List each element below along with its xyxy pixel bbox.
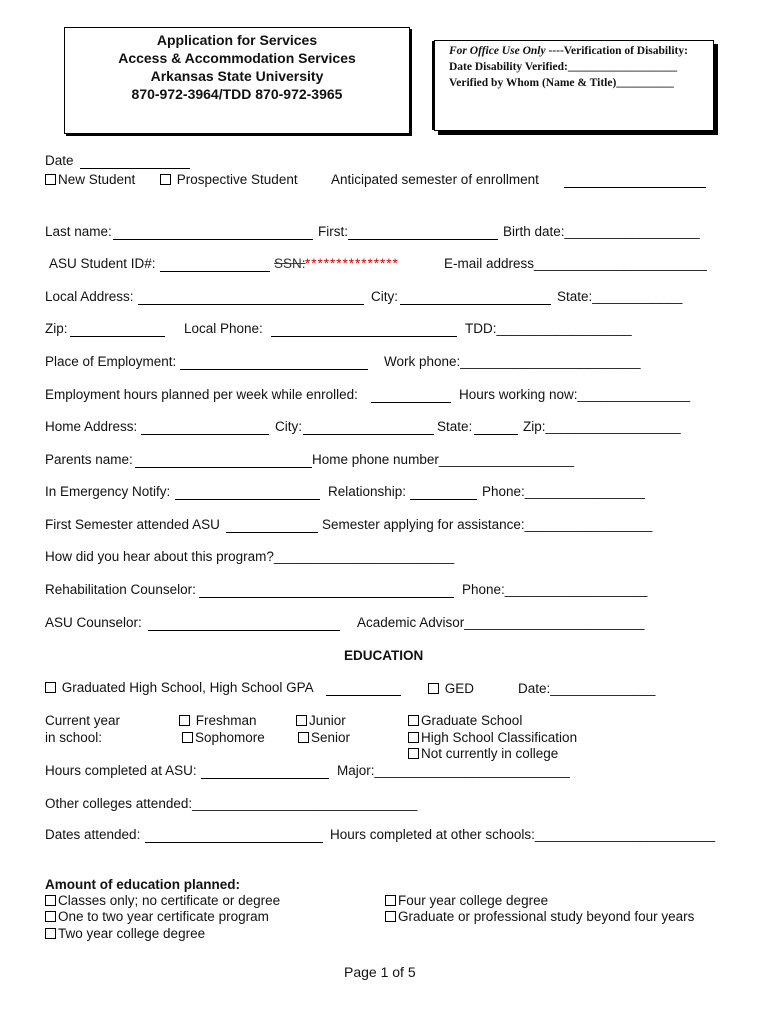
home-phone-label[interactable]: Home phone number__________________ xyxy=(312,452,574,467)
page-number: Page 1 of 5 xyxy=(344,964,416,980)
rehab-phone-label[interactable]: Phone:___________________ xyxy=(462,582,648,597)
hours-asu-field[interactable] xyxy=(201,778,329,779)
dates-attended-field[interactable] xyxy=(145,842,323,843)
new-student-checkbox[interactable] xyxy=(45,174,56,185)
employment-hours-label: Employment hours planned per week while enrolled: xyxy=(45,387,358,402)
freshman-option[interactable]: Freshman xyxy=(179,713,257,728)
home-address-field[interactable] xyxy=(141,434,269,435)
four-year-option[interactable]: Four year college degree xyxy=(385,893,548,908)
emergency-field[interactable] xyxy=(175,499,320,500)
hours-asu-label: Hours completed at ASU: xyxy=(45,763,197,778)
asu-counselor-label: ASU Counselor: xyxy=(45,615,142,630)
state-label[interactable]: State:____________ xyxy=(557,289,683,304)
ged-option[interactable]: GED xyxy=(428,681,474,696)
header-title: Application for Services xyxy=(156,32,318,48)
first-name-label: First: xyxy=(318,224,348,239)
major-label[interactable]: Major:__________________________ xyxy=(337,763,570,778)
prospective-student-option[interactable]: Prospective Student xyxy=(160,172,298,187)
date-label: Date xyxy=(45,153,74,168)
relationship-field[interactable] xyxy=(410,499,477,500)
sophomore-option[interactable]: Sophomore xyxy=(182,730,265,745)
senior-checkbox[interactable] xyxy=(298,732,309,743)
zip-field[interactable] xyxy=(70,336,165,337)
parents-name-field[interactable] xyxy=(135,467,312,468)
graduate-school-checkbox[interactable] xyxy=(408,715,419,726)
student-id-field[interactable] xyxy=(160,271,270,272)
rehab-counselor-field[interactable] xyxy=(199,597,454,598)
freshman-checkbox[interactable] xyxy=(179,715,190,726)
junior-option[interactable]: Junior xyxy=(296,713,346,728)
ssn-label: SSN: xyxy=(274,256,306,271)
ged-checkbox[interactable] xyxy=(428,683,439,694)
classes-only-checkbox[interactable] xyxy=(45,895,56,906)
office-use-box xyxy=(434,40,714,131)
birth-date-label[interactable]: Birth date:__________________ xyxy=(503,224,700,239)
prospective-student-checkbox[interactable] xyxy=(160,174,171,185)
graduate-study-checkbox[interactable] xyxy=(385,911,396,922)
one-two-year-checkbox[interactable] xyxy=(45,911,56,922)
office-use-title: For Office Use Only ----Verification of Disability: xyxy=(449,45,688,57)
ssn-mask[interactable]: *************** xyxy=(305,256,399,271)
home-city-field[interactable] xyxy=(303,434,434,435)
four-year-checkbox[interactable] xyxy=(385,895,396,906)
hs-classification-checkbox[interactable] xyxy=(408,732,419,743)
new-student-option[interactable]: New Student xyxy=(45,172,135,187)
anticipated-semester-label: Anticipated semester of enrollment xyxy=(331,172,539,187)
employment-hours-field[interactable] xyxy=(371,402,451,403)
hs-classification-option[interactable]: High School Classification xyxy=(408,730,577,745)
not-in-college-checkbox[interactable] xyxy=(408,748,419,759)
classes-only-option[interactable]: Classes only; no certificate or degree xyxy=(45,893,280,908)
first-semester-field[interactable] xyxy=(226,532,318,533)
semester-applying-label[interactable]: Semester applying for assistance:_________________ xyxy=(322,517,653,532)
city-label: City: xyxy=(371,289,398,304)
hours-other-label[interactable]: Hours completed at other schools:________________________ xyxy=(330,827,716,842)
two-year-option[interactable]: Two year college degree xyxy=(45,926,205,941)
home-city-label: City: xyxy=(275,419,302,434)
graduated-hs-option[interactable]: Graduated High School, High School GPA xyxy=(45,680,314,695)
header-phone: 870-972-3964/TDD 870-972-3965 xyxy=(131,86,343,102)
not-in-college-option[interactable]: Not currently in college xyxy=(408,746,558,761)
two-year-checkbox[interactable] xyxy=(45,928,56,939)
header-department: Access & Accommodation Services xyxy=(118,50,356,66)
gpa-field[interactable] xyxy=(326,695,401,696)
other-colleges-label[interactable]: Other colleges attended:______________________________ xyxy=(45,796,418,811)
graduated-hs-checkbox[interactable] xyxy=(45,682,56,693)
office-date-verified: Date Disability Verified:___________________ xyxy=(449,61,678,73)
rehab-counselor-label: Rehabilitation Counselor: xyxy=(45,582,196,597)
city-field[interactable] xyxy=(400,304,551,305)
hours-working-label[interactable]: Hours working now:_______________ xyxy=(459,387,691,402)
senior-option[interactable]: Senior xyxy=(298,730,350,745)
local-phone-label: Local Phone: xyxy=(184,321,263,336)
asu-counselor-field[interactable] xyxy=(148,630,340,631)
dates-attended-label: Dates attended: xyxy=(45,827,141,842)
emergency-phone-label[interactable]: Phone:________________ xyxy=(482,484,645,499)
anticipated-semester-field[interactable] xyxy=(564,187,706,188)
last-name-field[interactable] xyxy=(113,239,313,240)
planned-title: Amount of education planned: xyxy=(45,877,240,892)
home-zip-label[interactable]: Zip:__________________ xyxy=(523,419,681,434)
home-state-label: State: xyxy=(437,419,473,434)
first-semester-label: First Semester attended ASU xyxy=(45,517,220,532)
home-state-field[interactable] xyxy=(474,434,518,435)
place-employment-field[interactable] xyxy=(180,369,368,370)
current-year-label-2: in school: xyxy=(45,730,103,745)
home-address-label: Home Address: xyxy=(45,419,138,434)
academic-advisor-label[interactable]: Academic Advisor________________________ xyxy=(357,615,645,630)
date-field[interactable] xyxy=(80,168,190,169)
zip-label: Zip: xyxy=(45,321,68,336)
last-name-label: Last name: xyxy=(45,224,112,239)
sophomore-checkbox[interactable] xyxy=(182,732,193,743)
local-address-label: Local Address: xyxy=(45,289,134,304)
header-university: Arkansas State University xyxy=(150,68,324,84)
ged-date-label[interactable]: Date:______________ xyxy=(518,681,656,696)
graduate-school-option[interactable]: Graduate School xyxy=(408,713,522,728)
education-title: EDUCATION xyxy=(344,648,424,663)
one-two-year-option[interactable]: One to two year certificate program xyxy=(45,909,269,924)
first-name-field[interactable] xyxy=(348,239,498,240)
graduate-study-option[interactable]: Graduate or professional study beyond four years xyxy=(385,909,694,924)
local-phone-field[interactable] xyxy=(271,336,457,337)
parents-name-label: Parents name: xyxy=(45,452,133,467)
email-label[interactable]: E-mail address_______________________ xyxy=(444,256,707,271)
local-address-field[interactable] xyxy=(138,304,364,305)
tdd-label[interactable]: TDD:__________________ xyxy=(465,321,632,336)
office-verified-by: Verified by Whom (Name & Title)__________ xyxy=(449,77,674,89)
hear-about-label[interactable]: How did you hear about this program?________________________ xyxy=(45,549,455,564)
relationship-label: Relationship: xyxy=(328,484,407,499)
header-box xyxy=(64,27,410,134)
emergency-label: In Emergency Notify: xyxy=(45,484,171,499)
place-employment-label: Place of Employment: xyxy=(45,354,177,369)
work-phone-label[interactable]: Work phone:________________________ xyxy=(384,354,641,369)
current-year-label: Current year xyxy=(45,713,121,728)
student-id-label: ASU Student ID#: xyxy=(49,256,156,271)
junior-checkbox[interactable] xyxy=(296,715,307,726)
